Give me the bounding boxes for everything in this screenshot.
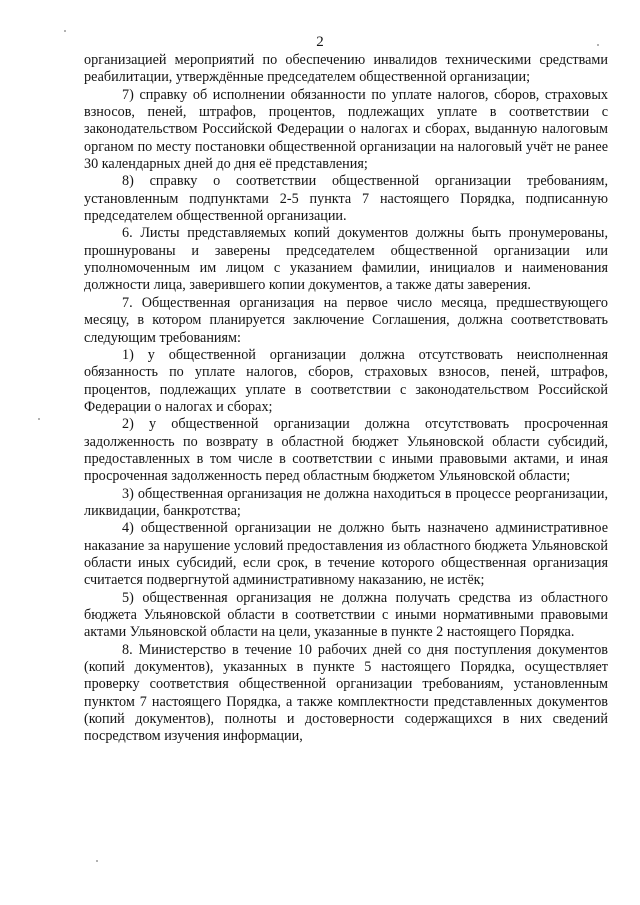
paragraph-item-8-compliance-certificate: 8) справку о соответствии общественной организации требованиям, установленным подпунктами 2-5 пункта 7 настоящего Порядка, подписанную председателем общественной организации. xyxy=(84,173,608,225)
scan-speck xyxy=(38,418,40,420)
paragraph-requirement-5: 5) общественная организация не должна получать средства из областного бюджета Ульяновской области в соответствии с иными нормативными правовыми актами Ульяновской области на цели, указанные в пункте 2 настоящего Порядка. xyxy=(84,589,608,641)
scan-speck xyxy=(64,30,66,32)
page-number: 2 xyxy=(316,34,324,50)
scan-speck xyxy=(597,44,599,46)
paragraph-continuation: организацией мероприятий по обеспечению инвалидов техническими средствами реабилитации, утверждённые председателем общественной организации; xyxy=(84,52,608,86)
paragraph-section-6: 6. Листы представляемых копий документов должны быть пронумерованы, прошнурованы и заверены председателем общественной организации или уполномоченным им лицом с указанием фамилии, инициалов и наименования должности лица, заверившего копии документов, а также даты заверения. xyxy=(84,225,608,294)
paragraph-requirement-2: 2) у общественной организации должна отсутствовать просроченная задолженность по возврату в областной бюджет Ульяновской области субсидий, предоставленных в том числе в соответствии с иными правовыми актами, и иная просроченная задолженность перед областным бюджетом Ульяновской области; xyxy=(84,416,608,485)
paragraph-requirement-4: 4) общественной организации не должно быть назначено административное наказание за нарушение условий предоставления из областного бюджета Ульяновской области иных субсидий, если срок, в течение которого общественная организация считается подвергнутой административному наказанию, не истёк; xyxy=(84,520,608,589)
paragraph-section-8: 8. Министерство в течение 10 рабочих дней со дня поступления документов (копий документов), указанных в пункте 5 настоящего Порядка, осуществляет проверку соответствия общественной организации требованиям, установленным пунктом 7 настоящего Порядка, а также комплектности представленных документов (копий документов), полноты и достоверности содержащихся в них сведений посредством изучения информации, xyxy=(84,641,608,745)
paragraph-requirement-3: 3) общественная организация не должна находиться в процессе реорганизации, ликвидации, банкротства; xyxy=(84,485,608,519)
paragraph-requirement-1: 1) у общественной организации должна отсутствовать неисполненная обязанность по уплате налогов, сборов, страховых взносов, пеней, штрафов, процентов, подлежащих уплате в соответствии с законодательством Российской Федерации о налогах и сборах; xyxy=(84,346,608,415)
paragraph-item-7-tax-certificate: 7) справку об исполнении обязанности по уплате налогов, сборов, страховых взносов, пеней, штрафов, процентов, подлежащих уплате в соответствии с законодательством Российской Федерации о налогах и сборах, выданную налоговым органом по месту постановки общественной организации на налоговый учёт не ранее 30 календарных дней до дня её представления; xyxy=(84,86,608,173)
scan-speck xyxy=(96,860,98,862)
document-body xyxy=(84,52,608,746)
paragraph-section-7: 7. Общественная организация на первое число месяца, предшествующего месяцу, в котором планируется заключение Соглашения, должна соответствовать следующим требованиям: xyxy=(84,294,608,346)
